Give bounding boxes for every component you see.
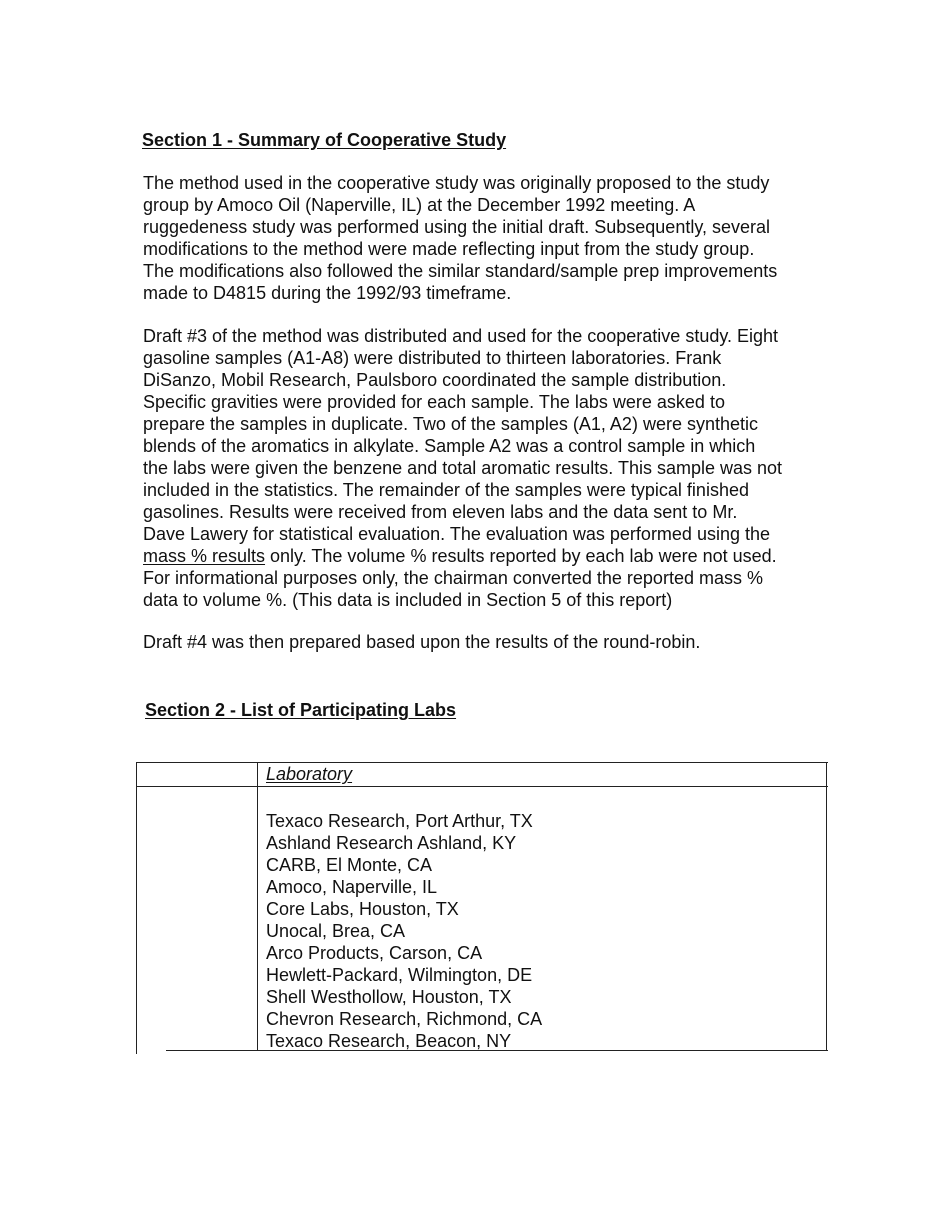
paragraph-line: data to volume %. (This data is included in Section 5 of this report) <box>143 590 673 610</box>
paragraph-line: The method used in the cooperative study was originally proposed to the study <box>143 173 770 193</box>
underlined-phrase: mass % results <box>143 546 266 566</box>
table-border <box>136 762 828 763</box>
paragraph-line: The modifications also followed the similar standard/sample prep improvements <box>143 261 778 281</box>
paragraph-line: Dave Lawery for statistical evaluation. The evaluation was performed using the <box>143 524 771 544</box>
paragraph-line: ruggedeness study was performed using the initial draft. Subsequently, several <box>143 217 771 237</box>
list-item: Unocal, Brea, CA <box>266 921 406 941</box>
section-1-heading: Section 1 - Summary of Cooperative Study <box>142 130 507 150</box>
paragraph-line: blends of the aromatics in alkylate. Sample A2 was a control sample in which <box>143 436 756 456</box>
paragraph-line: modifications to the method were made reflecting input from the study group. <box>143 239 755 259</box>
paragraph-line: For informational purposes only, the chairman converted the reported mass % <box>143 568 763 588</box>
list-item: Chevron Research, Richmond, CA <box>266 1009 543 1029</box>
list-item: Arco Products, Carson, CA <box>266 943 483 963</box>
list-item: Texaco Research, Port Arthur, TX <box>266 811 533 831</box>
paragraph-line: prepare the samples in duplicate. Two of the samples (A1, A2) were synthetic <box>143 414 758 434</box>
list-item: CARB, El Monte, CA <box>266 855 433 875</box>
paragraph-line: Draft #3 of the method was distributed and used for the cooperative study. Eight <box>143 326 779 346</box>
section-1-paragraph-2 <box>143 325 833 611</box>
list-item: Core Labs, Houston, TX <box>266 899 459 919</box>
list-item: Amoco, Naperville, IL <box>266 877 438 897</box>
list-item: Texaco Research, Beacon, NY <box>266 1031 512 1051</box>
paragraph-line: gasoline samples (A1-A8) were distributed to thirteen laboratories. Frank <box>143 348 722 368</box>
paragraph-line: Specific gravities were provided for each sample. The labs were asked to <box>143 392 725 412</box>
table-border <box>136 762 137 1054</box>
paragraph-line: gasolines. Results were received from eleven labs and the data sent to Mr. <box>143 502 738 522</box>
section-1-paragraph-1 <box>143 172 833 304</box>
lab-list <box>266 810 542 1052</box>
list-item: Shell Westhollow, Houston, TX <box>266 987 512 1007</box>
table-border <box>826 762 827 1050</box>
paragraph-line: group by Amoco Oil (Naperville, IL) at the December 1992 meeting. A <box>143 195 696 215</box>
paragraph-line: the labs were given the benzene and total aromatic results. This sample was not <box>143 458 783 478</box>
paragraph-line: DiSanzo, Mobil Research, Paulsboro coordinated the sample distribution. <box>143 370 727 390</box>
paragraph-text: only. The volume % results reported by each lab were not used. <box>265 546 777 566</box>
table-border <box>136 786 828 787</box>
list-item: Hewlett-Packard, Wilmington, DE <box>266 965 533 985</box>
table-border <box>257 762 258 1050</box>
paragraph-line <box>143 545 833 567</box>
section-1-paragraph-3: Draft #4 was then prepared based upon the results of the round-robin. <box>143 632 701 652</box>
paragraph-line: included in the statistics. The remainder of the samples were typical finished <box>143 480 749 500</box>
participating-labs-table <box>136 762 828 1050</box>
table-column-header: Laboratory <box>266 764 353 784</box>
section-2-heading: Section 2 - List of Participating Labs <box>145 700 457 720</box>
paragraph-line: made to D4815 during the 1992/93 timeframe. <box>143 283 512 303</box>
list-item: Ashland Research Ashland, KY <box>266 833 517 853</box>
